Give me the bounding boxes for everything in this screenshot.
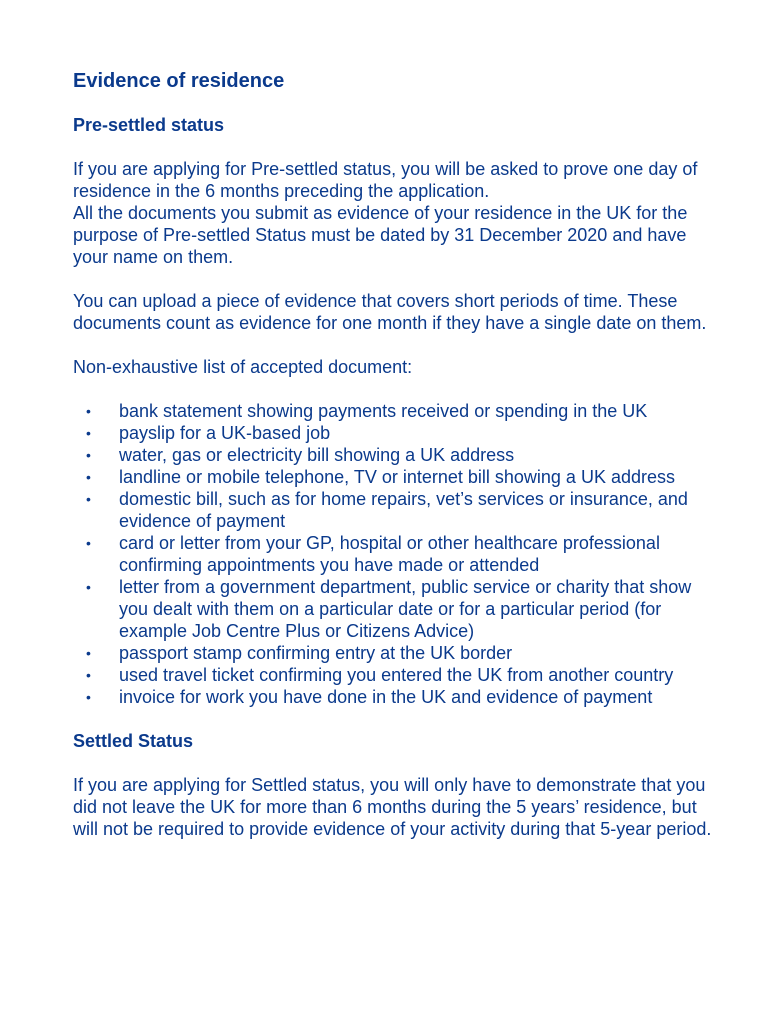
list-item xyxy=(73,532,713,576)
bullet-icon: • xyxy=(86,403,91,419)
pre-settled-intro-line1: If you are applying for Pre-settled status, you will be asked to prove one day of residence in the 6 months preceding the application. xyxy=(73,159,698,201)
list-item xyxy=(73,686,713,708)
bullet-icon: • xyxy=(86,491,91,507)
list-item xyxy=(73,642,713,664)
accepted-documents-list xyxy=(73,400,713,708)
bullet-icon: • xyxy=(86,447,91,463)
short-period-paragraph: You can upload a piece of evidence that covers short periods of time. These documents count as evidence for one month if they have a single date on them. xyxy=(73,291,707,333)
list-item-text: card or letter from your GP, hospital or other healthcare professional confirming appointments you have made or attended xyxy=(119,533,660,575)
page-title: Evidence of residence xyxy=(73,70,285,92)
bullet-icon: • xyxy=(86,425,91,441)
list-item xyxy=(73,444,713,466)
list-item-text: bank statement showing payments received or spending in the UK xyxy=(119,401,648,421)
document-page xyxy=(73,66,713,840)
list-item xyxy=(73,488,713,532)
list-item-text: landline or mobile telephone, TV or internet bill showing a UK address xyxy=(119,467,675,487)
list-item-text: letter from a government department, public service or charity that show you dealt with them on a particular date or for a particular period (for example Job Centre Plus or Citizens Advice) xyxy=(119,577,692,641)
settled-paragraph: If you are applying for Settled status, you will only have to demonstrate that you did not leave the UK for more than 6 months during the 5 years’ residence, but will not be required to provide evidence of your activity during that 5-year period. xyxy=(73,775,712,839)
list-item-text: water, gas or electricity bill showing a UK address xyxy=(119,445,515,465)
list-item xyxy=(73,422,713,444)
pre-settled-intro-line2: All the documents you submit as evidence of your residence in the UK for the purpose of Pre-settled Status must be dated by 31 December 2020 and have your name on them. xyxy=(73,203,688,267)
list-item xyxy=(73,466,713,488)
bullet-icon: • xyxy=(86,667,91,683)
list-intro: Non-exhaustive list of accepted document: xyxy=(73,357,413,377)
bullet-icon: • xyxy=(86,689,91,705)
pre-settled-heading: Pre-settled status xyxy=(73,115,225,135)
settled-heading: Settled Status xyxy=(73,731,194,751)
list-item-text: passport stamp confirming entry at the UK border xyxy=(119,643,513,663)
list-item xyxy=(73,576,713,642)
list-item-text: payslip for a UK-based job xyxy=(119,423,331,443)
bullet-icon: • xyxy=(86,469,91,485)
bullet-icon: • xyxy=(86,645,91,661)
list-item-text: invoice for work you have done in the UK and evidence of payment xyxy=(119,687,653,707)
list-item-text: used travel ticket confirming you entered the UK from another country xyxy=(119,665,674,685)
list-item xyxy=(73,400,713,422)
bullet-icon: • xyxy=(86,535,91,551)
list-item-text: domestic bill, such as for home repairs, vet’s services or insurance, and evidence of payment xyxy=(119,489,688,531)
list-item xyxy=(73,664,713,686)
bullet-icon: • xyxy=(86,579,91,595)
